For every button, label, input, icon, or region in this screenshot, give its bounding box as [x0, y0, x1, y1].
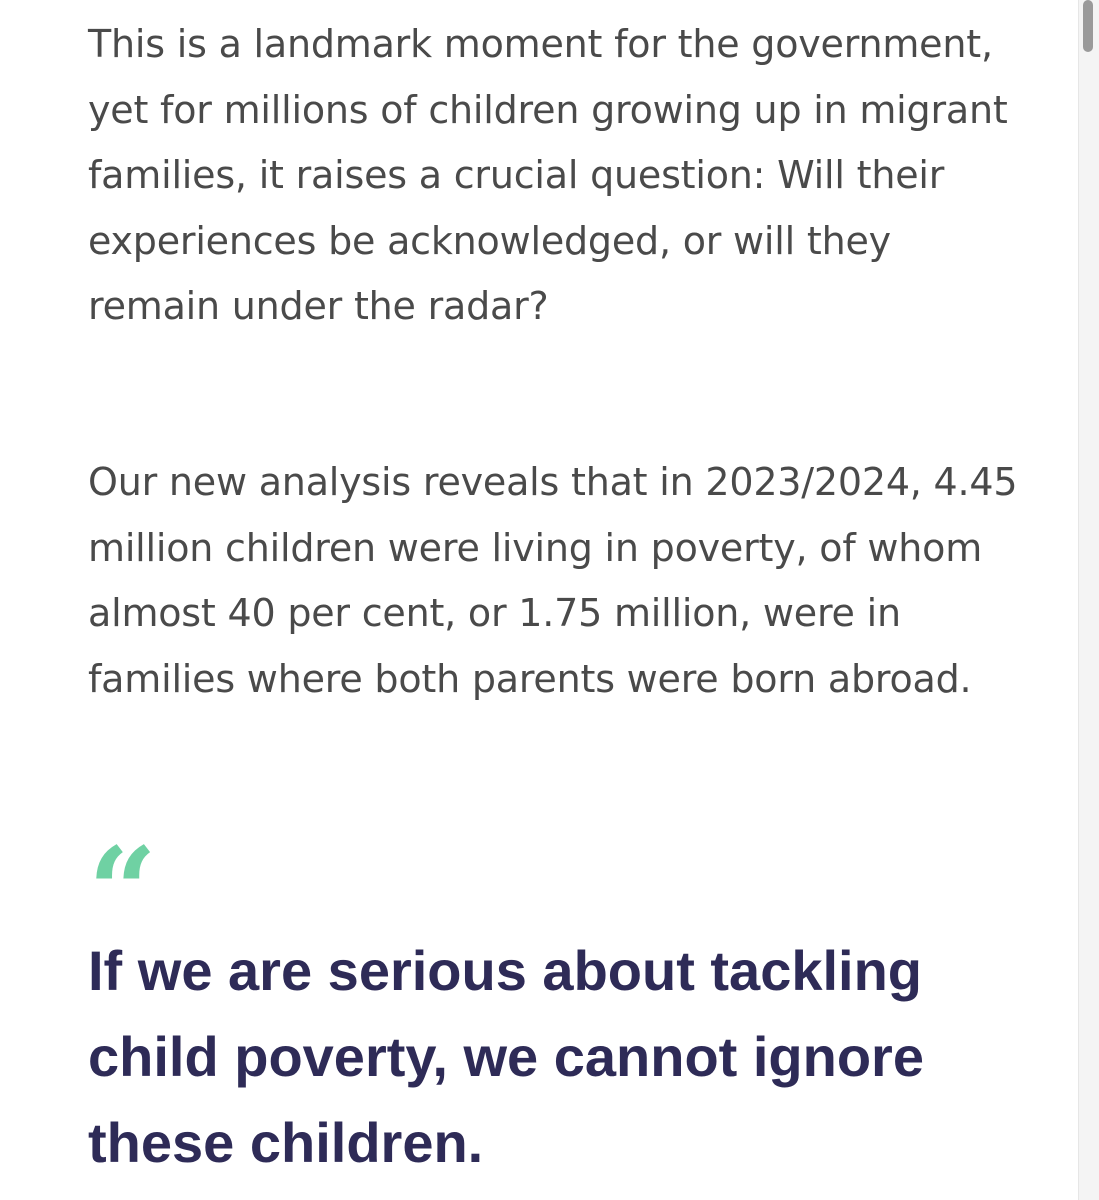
- article-paragraph: Our new analysis reveals that in 2023/2024, 4.45 million children were living in poverty, of whom almost 40 per cent, or 1.75 million, were in families where both parents were born abroad.: [88, 460, 1018, 701]
- pull-quote: If we are serious about tackling child poverty, we cannot ignore these children.: [88, 939, 924, 1174]
- quote-mark-icon: “: [88, 832, 158, 922]
- vertical-scrollbar[interactable]: [1078, 0, 1099, 1200]
- scrollbar-thumb[interactable]: [1083, 0, 1093, 52]
- article-paragraph: This is a landmark moment for the government, yet for millions of children growing up in migrant families, it raises a crucial question: Will their experiences be acknowledged, or will they remain under the radar?: [88, 22, 1008, 329]
